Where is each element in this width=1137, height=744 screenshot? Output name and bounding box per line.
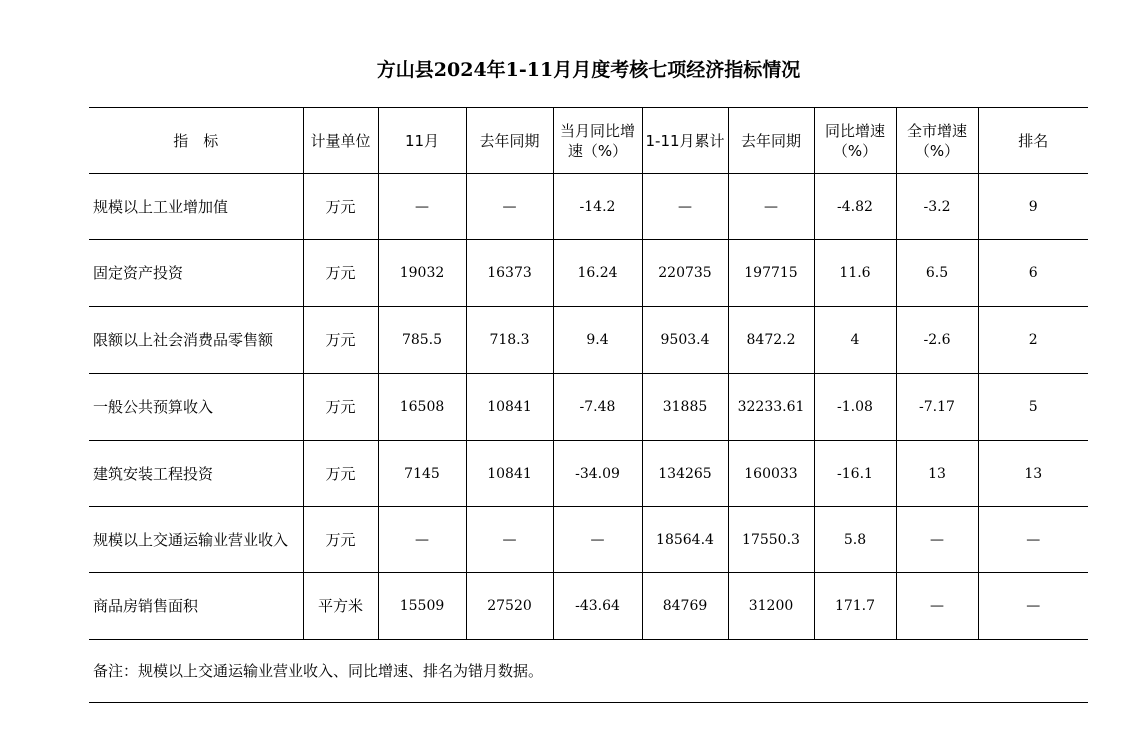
indicator-name: 一般公共预算收入 — [89, 374, 303, 441]
month-prev-cell: 27520 — [466, 573, 553, 640]
header-city-growth: 全市增速（%） — [896, 108, 978, 174]
unit-cell: 万元 — [303, 240, 378, 307]
month-growth-cell: — — [553, 507, 642, 573]
month-cell: 19032 — [378, 240, 466, 307]
header-month-prev: 去年同期 — [466, 108, 553, 174]
table-row — [89, 573, 1088, 640]
cumulative-cell: 9503.4 — [642, 307, 728, 374]
month-growth-cell: -14.2 — [553, 174, 642, 240]
rank-cell: — — [978, 507, 1088, 573]
month-cell: — — [378, 507, 466, 573]
city-growth-cell: — — [896, 507, 978, 573]
unit-cell: 万元 — [303, 174, 378, 240]
header-month: 11月 — [378, 108, 466, 174]
indicator-name: 限额以上社会消费品零售额 — [89, 307, 303, 374]
bottom-divider — [89, 702, 1088, 703]
cumulative-cell: 220735 — [642, 240, 728, 307]
month-prev-cell: 10841 — [466, 374, 553, 441]
rank-cell: — — [978, 573, 1088, 640]
cumulative-prev-cell: 160033 — [728, 441, 814, 507]
month-prev-cell: — — [466, 174, 553, 240]
cumulative-prev-cell: 197715 — [728, 240, 814, 307]
month-prev-cell: 718.3 — [466, 307, 553, 374]
yoy-growth-cell: 5.8 — [814, 507, 896, 573]
table-row — [89, 307, 1088, 374]
city-growth-cell: -3.2 — [896, 174, 978, 240]
header-cumulative-prev: 去年同期 — [728, 108, 814, 174]
header-unit: 计量单位 — [303, 108, 378, 174]
rank-cell: 6 — [978, 240, 1088, 307]
month-cell: 15509 — [378, 573, 466, 640]
table-row — [89, 507, 1088, 573]
rank-cell: 9 — [978, 174, 1088, 240]
header-indicator: 指 标 — [89, 108, 303, 174]
month-growth-cell: 9.4 — [553, 307, 642, 374]
month-cell: 7145 — [378, 441, 466, 507]
cumulative-cell: 84769 — [642, 573, 728, 640]
header-cumulative: 1-11月累计 — [642, 108, 728, 174]
yoy-growth-cell: -4.82 — [814, 174, 896, 240]
city-growth-cell: — — [896, 573, 978, 640]
month-prev-cell: 16373 — [466, 240, 553, 307]
table-header-row — [89, 108, 1088, 174]
header-yoy-growth: 同比增速（%） — [814, 108, 896, 174]
city-growth-cell: 13 — [896, 441, 978, 507]
cumulative-prev-cell: 32233.61 — [728, 374, 814, 441]
cumulative-cell: 18564.4 — [642, 507, 728, 573]
unit-cell: 平方米 — [303, 573, 378, 640]
cumulative-prev-cell: — — [728, 174, 814, 240]
footnote: 备注：规模以上交通运输业营业收入、同比增速、排名为错月数据。 — [93, 662, 544, 680]
month-growth-cell: -34.09 — [553, 441, 642, 507]
page-title: 方山县2024年1-11月月度考核七项经济指标情况 — [376, 59, 801, 81]
unit-cell: 万元 — [303, 374, 378, 441]
yoy-growth-cell: 11.6 — [814, 240, 896, 307]
rank-cell: 2 — [978, 307, 1088, 374]
rank-cell: 13 — [978, 441, 1088, 507]
indicator-name: 规模以上交通运输业营业收入 — [89, 507, 303, 573]
table-row — [89, 174, 1088, 240]
month-prev-cell: — — [466, 507, 553, 573]
cumulative-cell: 134265 — [642, 441, 728, 507]
month-prev-cell: 10841 — [466, 441, 553, 507]
indicator-name: 固定资产投资 — [89, 240, 303, 307]
indicator-name: 建筑安装工程投资 — [89, 441, 303, 507]
unit-cell: 万元 — [303, 507, 378, 573]
cumulative-cell: — — [642, 174, 728, 240]
indicator-name: 规模以上工业增加值 — [89, 174, 303, 240]
indicator-table — [89, 107, 1088, 640]
month-cell: 16508 — [378, 374, 466, 441]
yoy-growth-cell: 4 — [814, 307, 896, 374]
unit-cell: 万元 — [303, 441, 378, 507]
cumulative-prev-cell: 8472.2 — [728, 307, 814, 374]
table-row — [89, 240, 1088, 307]
header-rank: 排名 — [978, 108, 1088, 174]
month-growth-cell: 16.24 — [553, 240, 642, 307]
city-growth-cell: -7.17 — [896, 374, 978, 441]
unit-cell: 万元 — [303, 307, 378, 374]
yoy-growth-cell: -16.1 — [814, 441, 896, 507]
table-row — [89, 441, 1088, 507]
month-growth-cell: -43.64 — [553, 573, 642, 640]
rank-cell: 5 — [978, 374, 1088, 441]
city-growth-cell: 6.5 — [896, 240, 978, 307]
yoy-growth-cell: -1.08 — [814, 374, 896, 441]
cumulative-cell: 31885 — [642, 374, 728, 441]
month-growth-cell: -7.48 — [553, 374, 642, 441]
cumulative-prev-cell: 17550.3 — [728, 507, 814, 573]
month-cell: 785.5 — [378, 307, 466, 374]
cumulative-prev-cell: 31200 — [728, 573, 814, 640]
month-cell: — — [378, 174, 466, 240]
city-growth-cell: -2.6 — [896, 307, 978, 374]
header-month-growth: 当月同比增速（%） — [553, 108, 642, 174]
table-row — [89, 374, 1088, 441]
indicator-name: 商品房销售面积 — [89, 573, 303, 640]
yoy-growth-cell: 171.7 — [814, 573, 896, 640]
